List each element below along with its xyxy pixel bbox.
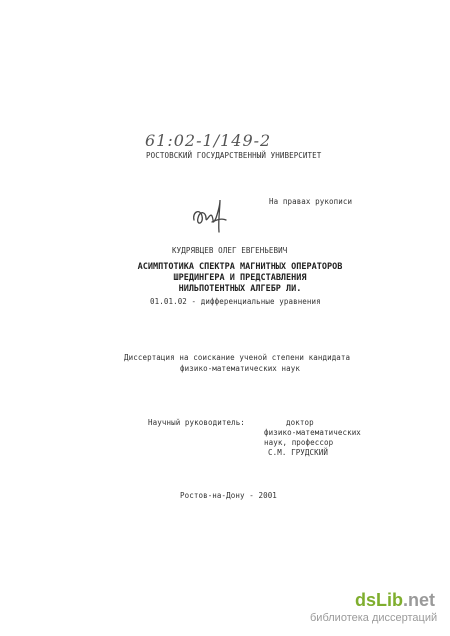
dissertation-title bbox=[100, 262, 380, 295]
title-line: ШРЕДИНГЕРА И ПРЕДСТАВЛЕНИЯ bbox=[173, 273, 307, 283]
author-name: КУДРЯВЦЕВ ОЛЕГ ЕВГЕНЬЕВИЧ bbox=[172, 246, 288, 255]
handwritten-code: 61:02-1/149-2 bbox=[145, 131, 272, 150]
specialty-code: 01.01.02 - дифференциальные уравнения bbox=[150, 297, 321, 306]
advisor-title: наук, профессор bbox=[264, 438, 334, 447]
dslib-logo[interactable] bbox=[355, 590, 435, 611]
title-line: АСИМПТОТИКА СПЕКТРА МАГНИТНЫХ ОПЕРАТОРОВ bbox=[137, 262, 343, 272]
author-signature bbox=[190, 198, 232, 238]
advisor-field: физико-математических bbox=[264, 428, 361, 437]
advisor-name: С.М. ГРУДСКИЙ bbox=[268, 448, 328, 457]
city-year: Ростов-на-Дону - 2001 bbox=[180, 491, 277, 500]
degree-statement-line2: физико-математических наук bbox=[180, 364, 300, 373]
rights-note: На правах рукописи bbox=[269, 197, 353, 206]
university-name: РОСТОВСКИЙ ГОСУДАРСТВЕННЫЙ УНИВЕРСИТЕТ bbox=[146, 151, 322, 160]
advisor-degree: доктор bbox=[286, 418, 314, 427]
degree-statement-line1: Диссертация на соискание ученой степени кандидата bbox=[124, 353, 351, 362]
logo-net: .net bbox=[403, 590, 436, 610]
logo-ds: dsLib bbox=[355, 590, 403, 610]
title-line: НИЛЬПОТЕНТНЫХ АЛГЕБР ЛИ. bbox=[178, 284, 302, 294]
dslib-subtitle: библиотека диссертаций bbox=[310, 612, 438, 624]
advisor-label: Научный руководитель: bbox=[148, 418, 245, 427]
